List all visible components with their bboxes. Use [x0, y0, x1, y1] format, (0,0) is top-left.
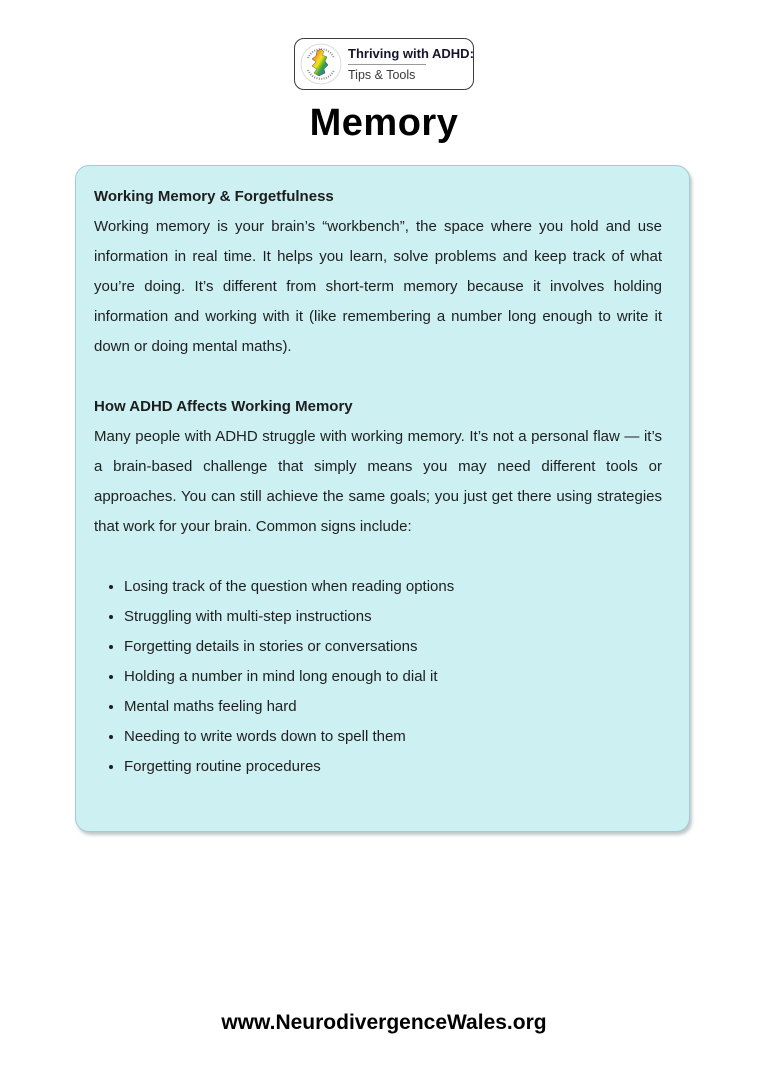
wales-rainbow-logo-icon: [300, 43, 342, 85]
list-item: • Needing to write words down to spell them: [124, 722, 662, 752]
section-heading-adhd-effects: How ADHD Affects Working Memory: [94, 398, 353, 415]
list-item: • Holding a number in mind long enough to dial it: [124, 662, 662, 692]
list-item: • Mental maths feeling hard: [124, 692, 662, 722]
section-body-adhd-effects: Many people with ADHD struggle with working memory. It’s not a personal flaw — it’s a brain-based challenge that simply means you may need different tools or approaches. You can still achieve the same goals; you just get there using strategies that work for your brain. Common signs include:: [94, 428, 662, 535]
logo-divider: [348, 64, 426, 65]
list-item: • Forgetting routine procedures: [124, 752, 662, 782]
list-item: • Forgetting details in stories or conversations: [124, 632, 662, 662]
logo-subtitle: Tips & Tools: [348, 68, 416, 82]
list-item: • Losing track of the question when reading options: [124, 572, 662, 602]
logo-text-block: [348, 46, 474, 82]
section-adhd-effects: [94, 392, 662, 542]
content-card: [75, 165, 690, 832]
section-body-working-memory: Working memory is your brain’s “workbench”, the space where you hold and use information in real time. It helps you learn, solve problems and keep track of what you’re doing. It’s different from short-term memory because it involves holding information and working with it (like remembering a number long enough to write it down or doing mental maths).: [94, 218, 662, 355]
logo-title: Thriving with ADHD:: [348, 46, 474, 61]
footer-url: www.NeurodivergenceWales.org: [221, 1011, 547, 1034]
section-heading-working-memory: Working Memory & Forgetfulness: [94, 188, 334, 205]
page-title: Memory: [309, 102, 459, 144]
common-signs-list: [94, 572, 662, 782]
list-item: • Struggling with multi-step instructions: [124, 602, 662, 632]
section-working-memory: [94, 182, 662, 362]
brand-logo-box: [294, 38, 474, 90]
